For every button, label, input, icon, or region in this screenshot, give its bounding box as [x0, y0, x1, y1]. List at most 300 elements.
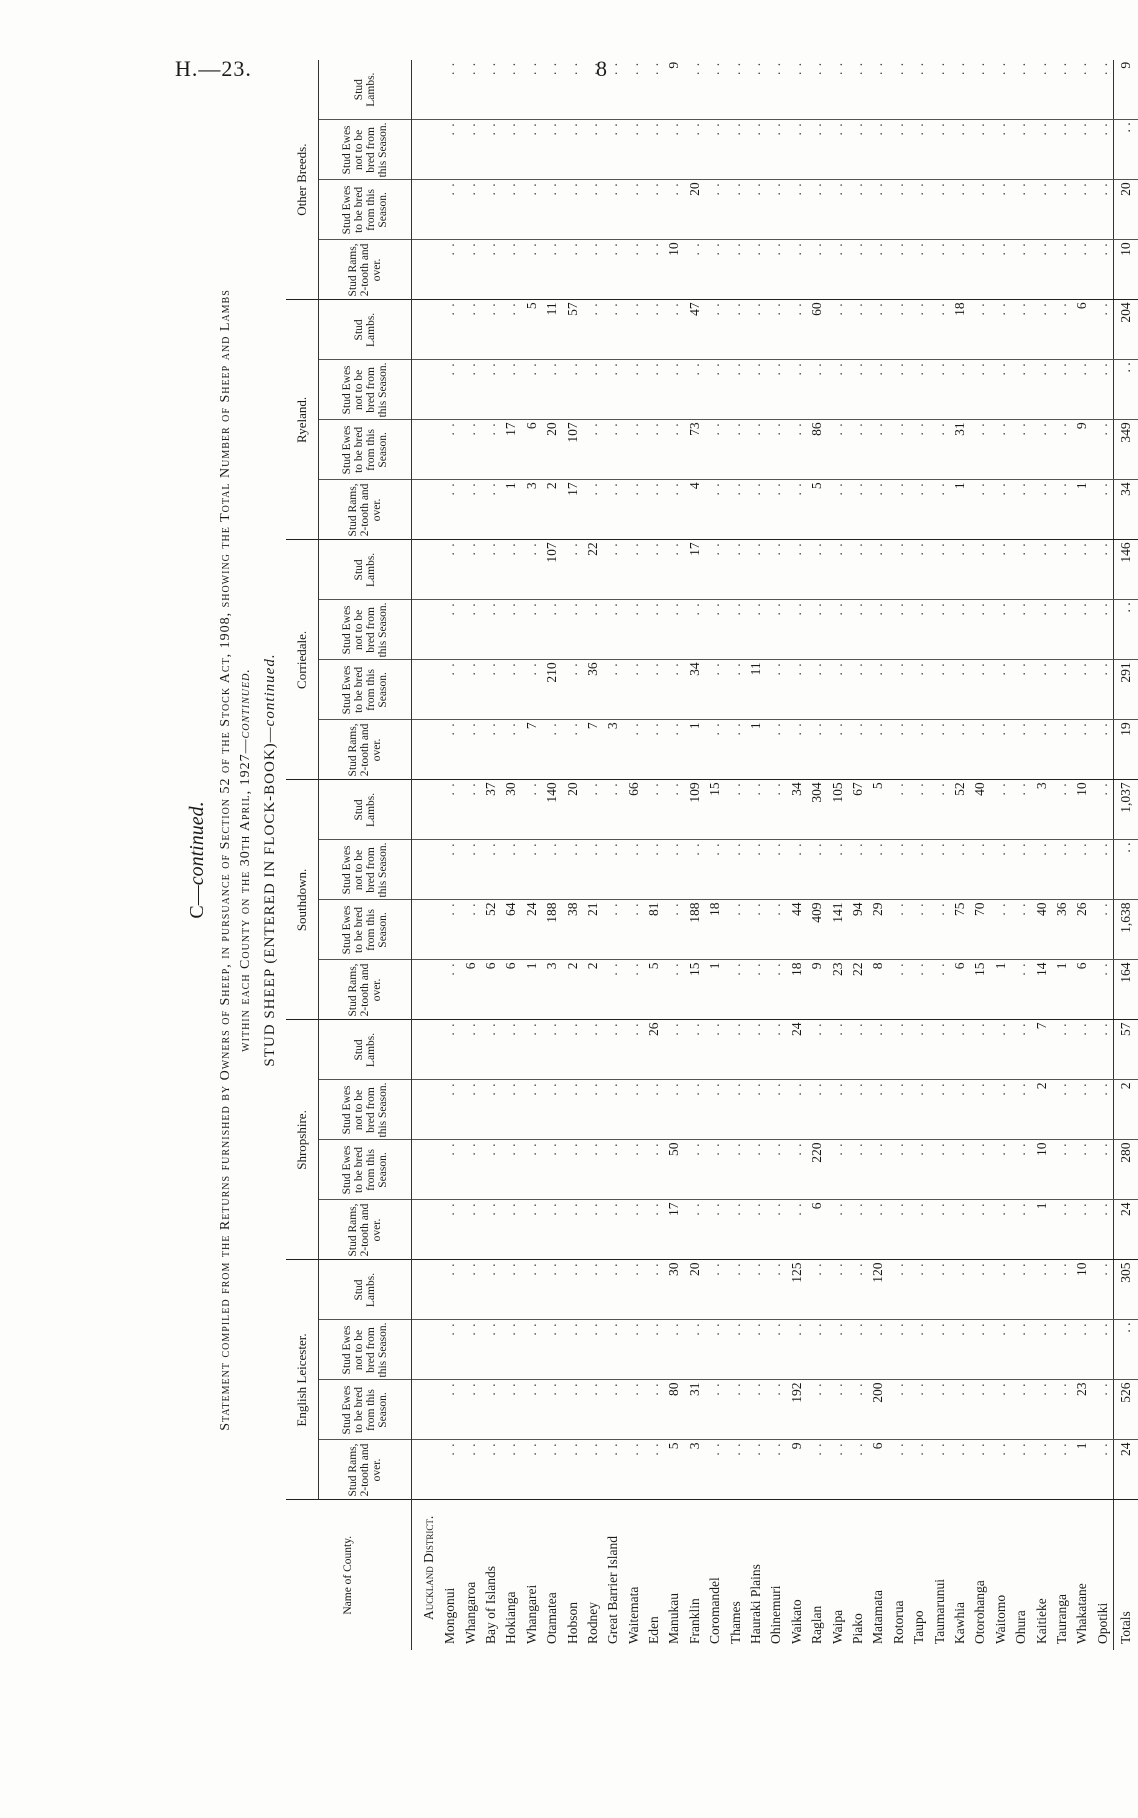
- empty-cell: . .: [562, 720, 582, 780]
- empty-cell: . .: [950, 1260, 970, 1320]
- empty-cell: . .: [746, 1140, 766, 1200]
- value-cell: 7: [583, 720, 603, 780]
- county-name: Taumarunui: [931, 1578, 947, 1644]
- table-row: [909, 60, 929, 1650]
- empty-cell: . .: [766, 1320, 786, 1380]
- empty-cell: . .: [787, 60, 807, 120]
- empty-cell: . .: [1072, 120, 1092, 180]
- empty-cell: [412, 1140, 441, 1200]
- value-cell: 5: [644, 960, 664, 1020]
- empty-cell: . .: [929, 1320, 949, 1380]
- value-cell: 34: [787, 780, 807, 840]
- empty-cell: . .: [787, 1140, 807, 1200]
- county-name: Ohinemuri: [768, 1585, 784, 1644]
- empty-cell: . .: [807, 840, 827, 900]
- empty-cell: . .: [1011, 1380, 1031, 1440]
- title-line-2-continued: continued.: [238, 668, 253, 739]
- empty-cell: [412, 1080, 441, 1140]
- empty-cell: . .: [868, 1080, 888, 1140]
- empty-cell: . .: [644, 840, 664, 900]
- empty-cell: . .: [868, 60, 888, 120]
- value-cell: 8: [868, 960, 888, 1020]
- empty-cell: . .: [562, 1080, 582, 1140]
- empty-cell: . .: [705, 300, 725, 360]
- table-subtitle: [262, 40, 279, 1680]
- value-cell: 10: [1072, 780, 1092, 840]
- empty-cell: . .: [664, 1080, 684, 1140]
- empty-cell: . .: [827, 480, 847, 540]
- table-row: [848, 60, 868, 1650]
- empty-cell: . .: [501, 1260, 521, 1320]
- table-row: [685, 60, 705, 1650]
- empty-cell: . .: [481, 120, 501, 180]
- value-cell: 188: [542, 900, 562, 960]
- empty-cell: . .: [644, 540, 664, 600]
- empty-cell: . .: [1011, 480, 1031, 540]
- empty-cell: . .: [1011, 120, 1031, 180]
- table-row: [1052, 60, 1072, 1650]
- empty-cell: . .: [1011, 1200, 1031, 1260]
- empty-cell: . .: [929, 1140, 949, 1200]
- empty-cell: . .: [603, 420, 623, 480]
- empty-cell: . .: [542, 1440, 562, 1500]
- empty-cell: . .: [991, 300, 1011, 360]
- sub-column-header: Stud Ewes to be bred from this Season.: [319, 1140, 412, 1200]
- value-cell: 1: [1031, 1200, 1051, 1260]
- empty-cell: . .: [950, 660, 970, 720]
- empty-cell: . .: [583, 1440, 603, 1500]
- empty-cell: . .: [725, 900, 745, 960]
- value-cell: 60: [807, 300, 827, 360]
- empty-cell: . .: [501, 180, 521, 240]
- empty-cell: . .: [950, 120, 970, 180]
- empty-cell: . .: [991, 1080, 1011, 1140]
- rotated-statement: [178, 40, 1138, 1680]
- county-name: Otorohanga: [972, 1580, 988, 1644]
- empty-cell: . .: [644, 1260, 664, 1320]
- empty-cell: . .: [848, 240, 868, 300]
- empty-cell: . .: [542, 1140, 562, 1200]
- empty-cell: . .: [746, 480, 766, 540]
- value-cell: 6: [950, 960, 970, 1020]
- table-row: [644, 60, 664, 1650]
- empty-cell: . .: [460, 420, 480, 480]
- empty-cell: . .: [644, 420, 664, 480]
- empty-cell: . .: [746, 60, 766, 120]
- empty-cell: . .: [583, 1140, 603, 1200]
- empty-cell: . .: [827, 1020, 847, 1080]
- empty-cell: . .: [1011, 660, 1031, 720]
- empty-cell: . .: [685, 1200, 705, 1260]
- empty-cell: . .: [624, 720, 644, 780]
- empty-cell: . .: [481, 1080, 501, 1140]
- value-cell: 1: [950, 480, 970, 540]
- stud-sheep-table: [286, 60, 1138, 1650]
- empty-cell: . .: [481, 1020, 501, 1080]
- sub-column-header: Stud Ewes not to be bred from this Season.: [319, 1080, 412, 1140]
- empty-cell: . .: [889, 1320, 909, 1380]
- value-cell: 1: [1052, 960, 1072, 1020]
- value-cell: 57: [1113, 1020, 1138, 1080]
- empty-cell: . .: [766, 60, 786, 120]
- county-name: Thames: [727, 1601, 743, 1644]
- empty-cell: . .: [644, 300, 664, 360]
- empty-cell: . .: [991, 1260, 1011, 1320]
- table-row: [562, 60, 582, 1650]
- empty-cell: . .: [1031, 120, 1051, 180]
- empty-cell: . .: [929, 540, 949, 600]
- empty-cell: [412, 1260, 441, 1320]
- empty-cell: . .: [950, 1380, 970, 1440]
- empty-cell: . .: [746, 1320, 766, 1380]
- sub-column-header: Stud Lambs.: [319, 780, 412, 840]
- empty-cell: . .: [460, 660, 480, 720]
- empty-cell: . .: [1031, 1380, 1051, 1440]
- empty-cell: . .: [848, 840, 868, 900]
- empty-cell: . .: [991, 660, 1011, 720]
- empty-cell: . .: [766, 180, 786, 240]
- empty-cell: . .: [970, 240, 990, 300]
- empty-cell: . .: [501, 1080, 521, 1140]
- county-name: Manukau: [666, 1593, 682, 1644]
- sub-column-header: Stud Rams, 2-tooth and over.: [319, 1200, 412, 1260]
- empty-cell: . .: [522, 60, 542, 120]
- table-row: [991, 60, 1011, 1650]
- empty-cell: . .: [889, 1260, 909, 1320]
- empty-cell: . .: [1031, 1440, 1051, 1500]
- value-cell: 15: [970, 960, 990, 1020]
- empty-cell: . .: [929, 1380, 949, 1440]
- empty-cell: . .: [481, 480, 501, 540]
- value-cell: 5: [807, 480, 827, 540]
- empty-cell: . .: [1072, 1080, 1092, 1140]
- page-number: 8: [596, 56, 607, 81]
- value-cell: 29: [868, 900, 888, 960]
- empty-cell: [412, 540, 441, 600]
- county-name: Whakatane: [1074, 1583, 1090, 1644]
- empty-cell: . .: [766, 720, 786, 780]
- empty-cell: . .: [929, 240, 949, 300]
- empty-cell: . .: [868, 660, 888, 720]
- empty-cell: . .: [848, 540, 868, 600]
- empty-cell: . .: [929, 840, 949, 900]
- empty-cell: . .: [848, 1380, 868, 1440]
- empty-cell: . .: [460, 720, 480, 780]
- empty-cell: . .: [909, 240, 929, 300]
- empty-cell: . .: [501, 300, 521, 360]
- empty-cell: . .: [970, 360, 990, 420]
- empty-cell: . .: [460, 360, 480, 420]
- empty-cell: . .: [766, 840, 786, 900]
- empty-cell: . .: [440, 1260, 460, 1320]
- empty-cell: . .: [827, 360, 847, 420]
- empty-cell: . .: [909, 180, 929, 240]
- empty-cell: . .: [501, 840, 521, 900]
- sub-column-header: Stud Rams, 2-tooth and over.: [319, 1440, 412, 1500]
- empty-cell: . .: [542, 1320, 562, 1380]
- value-cell: 75: [950, 900, 970, 960]
- empty-cell: . .: [644, 720, 664, 780]
- value-cell: 5: [664, 1440, 684, 1500]
- empty-cell: . .: [889, 420, 909, 480]
- empty-cell: . .: [562, 1440, 582, 1500]
- empty-cell: . .: [1031, 360, 1051, 420]
- empty-cell: . .: [868, 840, 888, 900]
- empty-cell: . .: [624, 1380, 644, 1440]
- empty-cell: . .: [848, 720, 868, 780]
- empty-cell: . .: [909, 300, 929, 360]
- empty-cell: [412, 1440, 441, 1500]
- empty-cell: . .: [481, 240, 501, 300]
- value-cell: 120: [868, 1260, 888, 1320]
- sub-column-header: Stud Rams, 2-tooth and over.: [319, 720, 412, 780]
- value-cell: 1,037: [1113, 780, 1138, 840]
- county-name: Whangaroa: [462, 1581, 478, 1644]
- value-cell: 67: [848, 780, 868, 840]
- empty-cell: . .: [868, 1200, 888, 1260]
- empty-cell: . .: [909, 1380, 929, 1440]
- empty-cell: . .: [766, 1080, 786, 1140]
- empty-cell: . .: [603, 240, 623, 300]
- value-cell: 1: [746, 720, 766, 780]
- empty-cell: . .: [460, 300, 480, 360]
- empty-cell: . .: [501, 1140, 521, 1200]
- empty-cell: . .: [1011, 420, 1031, 480]
- empty-cell: . .: [868, 1020, 888, 1080]
- empty-cell: . .: [929, 1020, 949, 1080]
- empty-cell: . .: [1031, 60, 1051, 120]
- empty-cell: . .: [1072, 660, 1092, 720]
- empty-cell: . .: [889, 1200, 909, 1260]
- empty-cell: . .: [440, 1440, 460, 1500]
- empty-cell: . .: [624, 1020, 644, 1080]
- value-cell: 5: [522, 300, 542, 360]
- county-name: Tauranga: [1053, 1593, 1069, 1644]
- empty-cell: . .: [909, 780, 929, 840]
- empty-cell: . .: [991, 420, 1011, 480]
- empty-cell: . .: [929, 600, 949, 660]
- value-cell: 31: [950, 420, 970, 480]
- empty-cell: . .: [1031, 240, 1051, 300]
- empty-cell: . .: [766, 660, 786, 720]
- empty-cell: . .: [1093, 660, 1114, 720]
- empty-cell: . .: [1011, 840, 1031, 900]
- empty-cell: . .: [1031, 1260, 1051, 1320]
- empty-cell: [412, 1380, 441, 1440]
- empty-cell: . .: [889, 120, 909, 180]
- county-name: Waitomo: [992, 1594, 1008, 1644]
- empty-cell: . .: [725, 60, 745, 120]
- empty-cell: . .: [909, 480, 929, 540]
- empty-cell: . .: [562, 540, 582, 600]
- empty-cell: . .: [501, 1440, 521, 1500]
- empty-cell: . .: [868, 120, 888, 180]
- empty-cell: . .: [1072, 600, 1092, 660]
- empty-cell: . .: [603, 1020, 623, 1080]
- breed-header: Corriedale.: [286, 540, 319, 780]
- empty-cell: . .: [664, 660, 684, 720]
- empty-cell: . .: [787, 300, 807, 360]
- empty-cell: . .: [1011, 1440, 1031, 1500]
- empty-cell: [412, 1200, 441, 1260]
- empty-cell: . .: [909, 1200, 929, 1260]
- table-row: [929, 60, 949, 1650]
- empty-cell: . .: [562, 360, 582, 420]
- empty-cell: . .: [827, 1380, 847, 1440]
- empty-cell: . .: [889, 960, 909, 1020]
- value-cell: 146: [1113, 540, 1138, 600]
- empty-cell: . .: [481, 180, 501, 240]
- empty-cell: . .: [501, 1200, 521, 1260]
- empty-cell: . .: [929, 60, 949, 120]
- empty-cell: . .: [991, 60, 1011, 120]
- value-cell: 140: [542, 780, 562, 840]
- value-cell: 7: [522, 720, 542, 780]
- table-row: [664, 60, 684, 1650]
- sub-column-header: Stud Ewes not to be bred from this Season.: [319, 360, 412, 420]
- value-cell: 22: [848, 960, 868, 1020]
- value-cell: 141: [827, 900, 847, 960]
- empty-cell: . .: [603, 900, 623, 960]
- empty-cell: . .: [725, 1140, 745, 1200]
- empty-cell: . .: [583, 300, 603, 360]
- sub-column-header: Stud Ewes to be bred from this Season.: [319, 1380, 412, 1440]
- value-cell: 200: [868, 1380, 888, 1440]
- empty-cell: . .: [970, 1380, 990, 1440]
- empty-cell: . .: [1031, 420, 1051, 480]
- table-row: [970, 60, 990, 1650]
- empty-cell: . .: [970, 1020, 990, 1080]
- sub-column-header: Stud Ewes to be bred from this Season.: [319, 900, 412, 960]
- empty-cell: . .: [950, 1140, 970, 1200]
- empty-cell: . .: [603, 1380, 623, 1440]
- empty-cell: . .: [725, 1440, 745, 1500]
- table-row: [1093, 60, 1114, 1650]
- empty-cell: . .: [624, 1140, 644, 1200]
- empty-cell: . .: [522, 1200, 542, 1260]
- empty-cell: . .: [725, 360, 745, 420]
- empty-cell: . .: [827, 120, 847, 180]
- empty-cell: . .: [562, 120, 582, 180]
- empty-cell: . .: [950, 840, 970, 900]
- empty-cell: . .: [603, 1140, 623, 1200]
- value-cell: 6: [522, 420, 542, 480]
- empty-cell: . .: [583, 600, 603, 660]
- empty-cell: . .: [1072, 720, 1092, 780]
- empty-cell: . .: [664, 900, 684, 960]
- empty-cell: . .: [664, 720, 684, 780]
- empty-cell: . .: [522, 1380, 542, 1440]
- empty-cell: . .: [848, 180, 868, 240]
- value-cell: 81: [644, 900, 664, 960]
- empty-cell: . .: [1052, 1080, 1072, 1140]
- table-row: [827, 60, 847, 1650]
- sub-column-header: Stud Ewes not to be bred from this Season.: [319, 120, 412, 180]
- empty-cell: . .: [1052, 660, 1072, 720]
- empty-cell: [412, 900, 441, 960]
- empty-cell: [412, 600, 441, 660]
- empty-cell: . .: [1011, 540, 1031, 600]
- empty-cell: . .: [1011, 240, 1031, 300]
- empty-cell: . .: [929, 1080, 949, 1140]
- value-cell: 22: [583, 540, 603, 600]
- empty-cell: . .: [542, 1200, 562, 1260]
- county-name: Eden: [646, 1616, 662, 1644]
- empty-cell: . .: [1011, 960, 1031, 1020]
- empty-cell: . .: [705, 1020, 725, 1080]
- county-name: Hauraki Plains: [748, 1564, 764, 1644]
- empty-cell: . .: [685, 60, 705, 120]
- empty-cell: . .: [562, 1320, 582, 1380]
- empty-cell: . .: [766, 120, 786, 180]
- value-cell: 125: [787, 1260, 807, 1320]
- value-cell: 6: [868, 1440, 888, 1500]
- empty-cell: . .: [501, 1020, 521, 1080]
- empty-cell: . .: [460, 1260, 480, 1320]
- empty-cell: . .: [664, 1020, 684, 1080]
- empty-cell: . .: [705, 360, 725, 420]
- value-cell: 34: [685, 660, 705, 720]
- empty-cell: . .: [889, 1020, 909, 1080]
- value-cell: 1: [705, 960, 725, 1020]
- value-cell: 107: [562, 420, 582, 480]
- empty-cell: . .: [481, 1380, 501, 1440]
- empty-cell: . .: [991, 180, 1011, 240]
- empty-cell: . .: [807, 60, 827, 120]
- empty-cell: . .: [848, 60, 868, 120]
- empty-cell: . .: [929, 300, 949, 360]
- value-cell: 20: [562, 780, 582, 840]
- empty-cell: . .: [991, 840, 1011, 900]
- table-row: [766, 60, 786, 1650]
- empty-cell: . .: [1093, 600, 1114, 660]
- value-cell: 109: [685, 780, 705, 840]
- empty-cell: [412, 1320, 441, 1380]
- empty-cell: . .: [950, 240, 970, 300]
- empty-cell: . .: [970, 840, 990, 900]
- empty-cell: . .: [725, 1080, 745, 1140]
- empty-cell: . .: [909, 600, 929, 660]
- empty-cell: . .: [929, 720, 949, 780]
- value-cell: . .: [1113, 120, 1138, 180]
- empty-cell: . .: [868, 480, 888, 540]
- empty-cell: . .: [583, 1200, 603, 1260]
- value-cell: 1: [685, 720, 705, 780]
- county-column-header: Name of County.: [286, 1500, 412, 1650]
- empty-cell: . .: [1052, 60, 1072, 120]
- table-row: [889, 60, 909, 1650]
- empty-cell: . .: [440, 600, 460, 660]
- value-cell: 6: [807, 1200, 827, 1260]
- empty-cell: . .: [603, 60, 623, 120]
- empty-cell: . .: [725, 840, 745, 900]
- empty-cell: . .: [827, 180, 847, 240]
- empty-cell: . .: [624, 480, 644, 540]
- empty-cell: . .: [787, 240, 807, 300]
- empty-cell: . .: [1072, 240, 1092, 300]
- empty-cell: . .: [542, 840, 562, 900]
- empty-cell: . .: [909, 120, 929, 180]
- empty-cell: . .: [1052, 300, 1072, 360]
- empty-cell: . .: [522, 660, 542, 720]
- empty-cell: . .: [1011, 900, 1031, 960]
- empty-cell: . .: [460, 1140, 480, 1200]
- table-row: [481, 60, 501, 1650]
- empty-cell: . .: [644, 180, 664, 240]
- sub-column-header: Stud Lambs.: [319, 1260, 412, 1320]
- empty-cell: . .: [1093, 420, 1114, 480]
- empty-cell: [412, 480, 441, 540]
